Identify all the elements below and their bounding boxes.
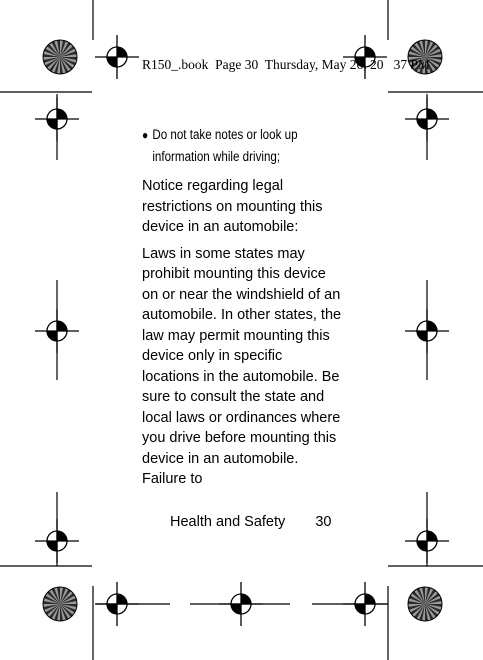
body-paragraph: Laws in some states may prohibit mounting this device on or near the windshield of an automobile. In other states, the law may permit mounting this device only in specific locations in the automobile. Be sure to consult the state and local laws or ordinances where you drive before mounting this device in an automobile. Failure to [142, 245, 342, 487]
section-heading: Notice regarding legal restrictions on mounting this device in an automobile: [142, 178, 323, 235]
bullet-dot-icon: ● [142, 128, 149, 142]
print-stamp: R150_.book Page 30 Thursday, May 26, 20 37 PM [142, 57, 430, 72]
page-footer [170, 512, 331, 532]
registration-crosshair-icon [405, 309, 449, 353]
color-bar-starburst-icon [43, 587, 77, 621]
color-bar-starburst-icon [43, 40, 77, 74]
registration-crosshair-icon [219, 582, 263, 626]
registration-crosshair-icon [95, 582, 139, 626]
page-content [142, 124, 342, 490]
registration-crosshair-icon [35, 309, 79, 353]
bullet-item [142, 124, 314, 168]
registration-crosshair-icon [405, 97, 449, 141]
registration-crosshair-icon [405, 519, 449, 563]
registration-crosshair-icon [95, 35, 139, 79]
footer-section-title: Health and Safety [170, 514, 286, 530]
registration-crosshair-icon [343, 582, 387, 626]
color-bar-starburst-icon [408, 587, 442, 621]
page-number: 30 [315, 514, 332, 530]
bullet-text: Do not take notes or look up information while driving; [152, 127, 298, 164]
registration-crosshair-icon [35, 97, 79, 141]
registration-crosshair-icon [35, 519, 79, 563]
